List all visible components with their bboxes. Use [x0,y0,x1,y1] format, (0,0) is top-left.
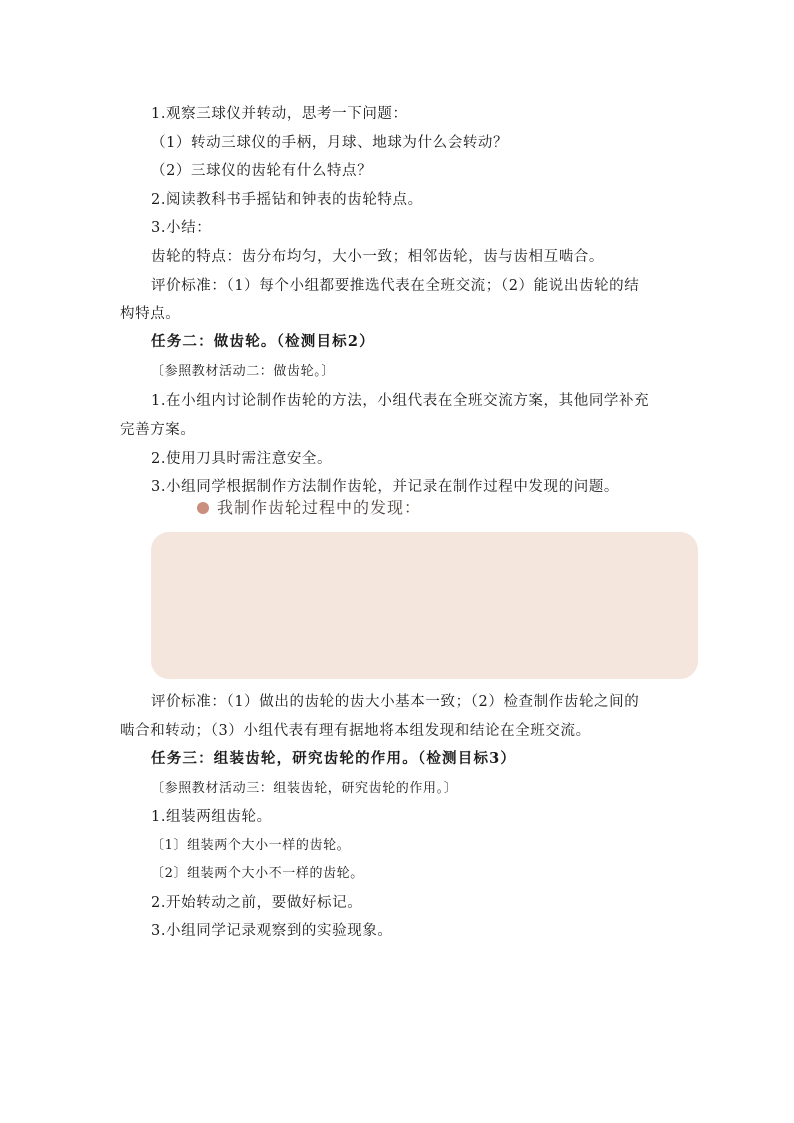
findings-prompt: 我制作齿轮过程中的发现： [217,498,422,517]
task-2-step-1-line-2: 完善方案。 [120,422,196,438]
task-3-heading: 任务三：组装齿轮，研究齿轮的作用。（检测目标3） [151,750,517,767]
step-2-text: 2.阅读教科书手摇钻和钟表的齿轮特点。 [151,192,423,208]
task-3-step-2: 2.开始转动之前，要做好标记。 [151,895,363,911]
task-3-reference: 〔参照教材活动三：组装齿轮，研究齿轮的作用。〕 [151,781,458,796]
summary-text: 齿轮的特点：齿分布均匀，大小一致；相邻齿轮，齿与齿相互啮合。 [151,249,604,265]
evaluation-text-line-1: 评价标准：（1）每个小组都要推选代表在全班交流；（2）能说出齿轮的结 [151,278,640,294]
task-2-evaluation-line-2: 啮合和转动；（3）小组代表有理有据地将本组发现和结论在全班交流。 [120,723,591,739]
question-1-text: （1）转动三球仪的手柄，月球、地球为什么会转动？ [151,135,509,151]
findings-answer-box[interactable] [151,532,698,679]
task-2-heading: 任务二：做齿轮。（检测目标2） [151,333,375,350]
task-3-step-3: 3.小组同学记录观察到的实验现象。 [151,923,393,939]
task-2-step-2: 2.使用刀具时需注意安全。 [151,451,333,467]
task-2-step-1-line-1: 1.在小组内讨论制作齿轮的方法，小组代表在全班交流方案，其他同学补充 [151,393,650,409]
step-1-text: 1.观察三球仪并转动，思考一下问题： [151,106,408,122]
task-2-evaluation-line-1: 评价标准：（1）做出的齿轮的齿大小基本一致；（2）检查制作齿轮之间的 [151,694,640,710]
task-3-sub-2: 〔2〕组装两个大小不一样的齿轮。 [151,866,364,881]
task-3-sub-1: 〔1〕组装两个大小一样的齿轮。 [151,838,351,853]
task-2-step-3: 3.小组同学根据制作方法制作齿轮，并记录在制作过程中发现的问题。 [151,479,620,495]
evaluation-text-line-2: 构特点。 [120,306,181,322]
task-3-step-1: 1.组装两组齿轮。 [151,809,272,825]
bullet-dot-icon [197,502,209,514]
step-3-text: 3.小结： [151,220,212,236]
question-2-text: （2）三球仪的齿轮有什么特点？ [151,163,373,179]
task-2-reference: 〔参照教材活动二：做齿轮。〕 [151,364,335,379]
